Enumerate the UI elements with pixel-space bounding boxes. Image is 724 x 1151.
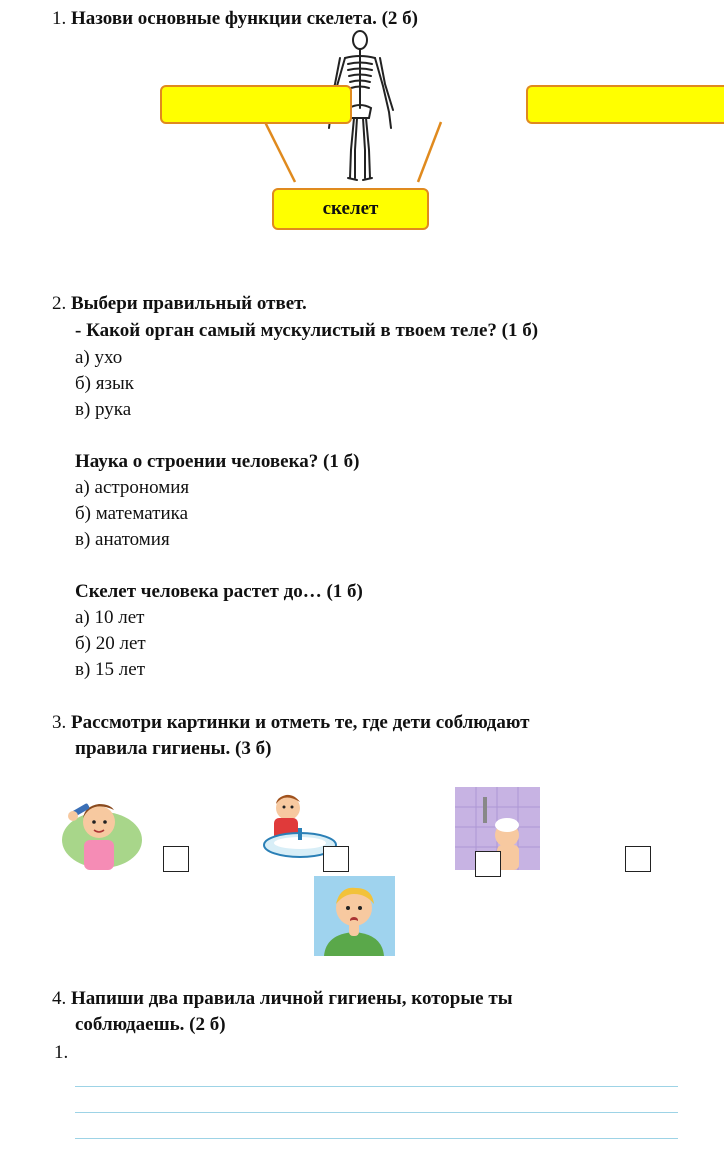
hygiene-checkbox-2[interactable] <box>323 846 349 872</box>
option-2-2-b[interactable]: б) математика <box>75 503 188 524</box>
option-2-2-a[interactable]: а) астрономия <box>75 477 190 498</box>
hygiene-checkbox-3[interactable] <box>475 851 501 877</box>
question-3-line1: Рассмотри картинки и отметь те, где дети соблюдают <box>71 712 530 733</box>
option-2-1-c[interactable]: в) рука <box>75 399 132 420</box>
question-4-title <box>52 986 513 1012</box>
hygiene-checkbox-1[interactable] <box>163 846 189 872</box>
skeleton-label: скелет <box>322 198 379 219</box>
writing-line-2[interactable] <box>75 1112 678 1113</box>
question-2-text: Выбери правильный ответ. <box>71 293 307 314</box>
question-2-sub2: Наука о строении человека? (1 б) <box>75 451 360 472</box>
hygiene-checkbox-4[interactable] <box>625 846 651 872</box>
option-2-1-b[interactable]: б) язык <box>75 373 134 394</box>
connector-line-right <box>418 122 441 182</box>
boy-combing-hair-picture <box>52 790 142 872</box>
question-3-number: 3. <box>52 712 67 733</box>
function-answer-box-left[interactable] <box>160 85 352 124</box>
writing-line-1[interactable] <box>75 1086 678 1087</box>
question-3-title <box>52 710 529 736</box>
boy-biting-nails-picture <box>314 876 395 956</box>
option-2-3-a[interactable]: а) 10 лет <box>75 607 145 628</box>
question-4-number: 4. <box>52 988 67 1009</box>
option-2-2-c[interactable]: в) анатомия <box>75 529 170 550</box>
option-2-1-a[interactable]: а) ухо <box>75 347 123 368</box>
question-2-sub3: Скелет человека растет до… (1 б) <box>75 581 363 602</box>
connector-line-left <box>265 122 295 182</box>
question-1-number: 1. <box>52 8 67 29</box>
question-1-text: Назови основные функции скелета. (2 б) <box>71 8 418 29</box>
question-2-title <box>52 291 307 317</box>
question-4-line1: Напиши два правила личной гигиены, которые ты <box>71 988 513 1009</box>
question-3-line2: правила гигиены. (3 б) <box>75 738 272 759</box>
function-answer-box-right[interactable] <box>526 85 724 124</box>
option-2-3-b[interactable]: б) 20 лет <box>75 633 146 654</box>
question-2-sub1: - Какой орган самый мускулистый в твоем теле? (1 б) <box>75 320 539 341</box>
answer-1-number: 1. <box>54 1042 69 1063</box>
question-2-number: 2. <box>52 293 67 314</box>
skeleton-label-box <box>272 188 429 230</box>
question-4-line2: соблюдаешь. (2 б) <box>75 1014 226 1035</box>
writing-line-3[interactable] <box>75 1138 678 1139</box>
option-2-3-c[interactable]: в) 15 лет <box>75 659 146 680</box>
connector-lines <box>255 118 455 190</box>
